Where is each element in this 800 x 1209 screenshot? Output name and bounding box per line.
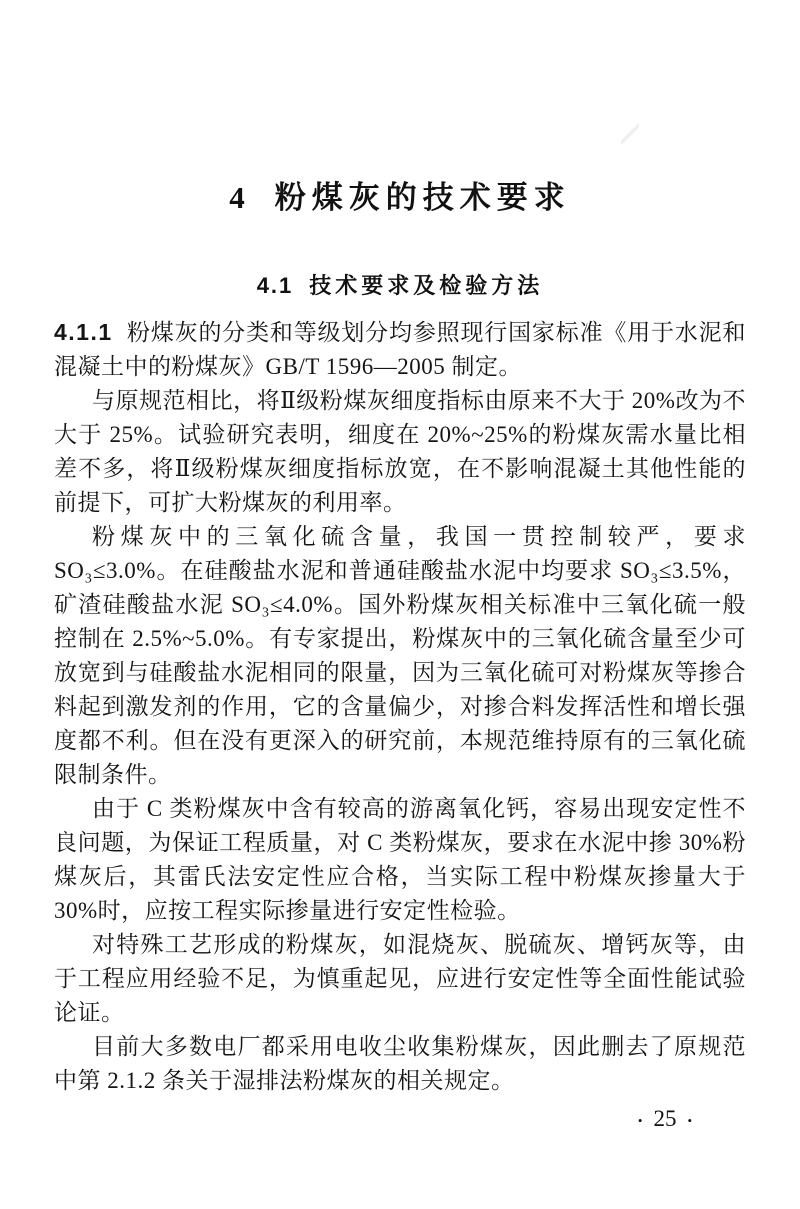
footer-dot-left: • <box>637 1112 643 1128</box>
page-footer <box>638 1106 692 1132</box>
section-title <box>0 269 800 300</box>
chapter-number: 4 <box>229 180 245 215</box>
section-number: 4.1 <box>256 273 294 298</box>
body-text <box>54 315 746 1098</box>
paragraph-sulfur-trioxide: 粉煤灰中的三氧化硫含量，我国一贯控制较严，要求 SO₃≤3.0%。在硅酸盐水泥和普通硅酸盐水泥中均要求 SO₃≤3.5%，矿渣硅酸盐水泥 SO₃≤4.0%。国外粉煤灰相关标准中三氧化硫一般控制在 2.5%~5.0%。有专家提出，粉煤灰中的三氧化硫含量至少可放宽到与硅酸盐水泥相同的限量，因为三氧化硫可对粉煤灰等掺合料起到激发剂的作用，它的含量偏少，对掺合料发挥活性和增长强度都不利。但在没有更深入的研究前，本规范维持原有的三氧化硫限制条件。 <box>54 524 746 787</box>
paragraph-fineness: 与原规范相比，将Ⅱ级粉煤灰细度指标由原来不大于 20%改为不大于 25%。试验研究表明，细度在 20%~25%的粉煤灰需水量比相差不多，将Ⅱ级粉煤灰细度指标放宽，在不影响混凝土其他性能的前提下，可扩大粉煤灰的利用率。 <box>54 388 746 515</box>
clause-number: 4.1.1 <box>54 319 113 345</box>
section-title-text: 技术要求及检验方法 <box>309 273 544 298</box>
page-number: 25 <box>653 1106 677 1131</box>
chapter-title <box>0 172 800 217</box>
clause-text: 粉煤灰的分类和等级划分均参照现行国家标准《用于水泥和混凝土中的粉煤灰》GB/T 1596—2005 制定。 <box>54 320 746 379</box>
footer-dot-right: • <box>687 1112 692 1128</box>
paragraph-wet-discharge-removed: 目前大多数电厂都采用电收尘收集粉煤灰，因此删去了原规范中第 2.1.2 条关于湿排法粉煤灰的相关规定。 <box>54 1034 746 1093</box>
paragraph-special-process-ash: 对特殊工艺形成的粉煤灰，如混烧灰、脱硫灰、增钙灰等，由于工程应用经验不足，为慎重起见，应进行安定性等全面性能试验论证。 <box>54 932 746 1025</box>
scan-artifact <box>621 121 639 147</box>
chapter-title-text: 粉煤灰的技术要求 <box>274 180 571 215</box>
paragraph-class-c-soundness: 由于 C 类粉煤灰中含有较高的游离氧化钙，容易出现安定性不良问题，为保证工程质量，对 C 类粉煤灰，要求在水泥中掺 30%粉煤灰后，其雷氏法安定性应合格，当实际工程中粉煤灰掺量大于 30%时，应按工程实际掺量进行安定性检验。 <box>54 796 746 923</box>
clause-paragraph <box>54 315 746 384</box>
